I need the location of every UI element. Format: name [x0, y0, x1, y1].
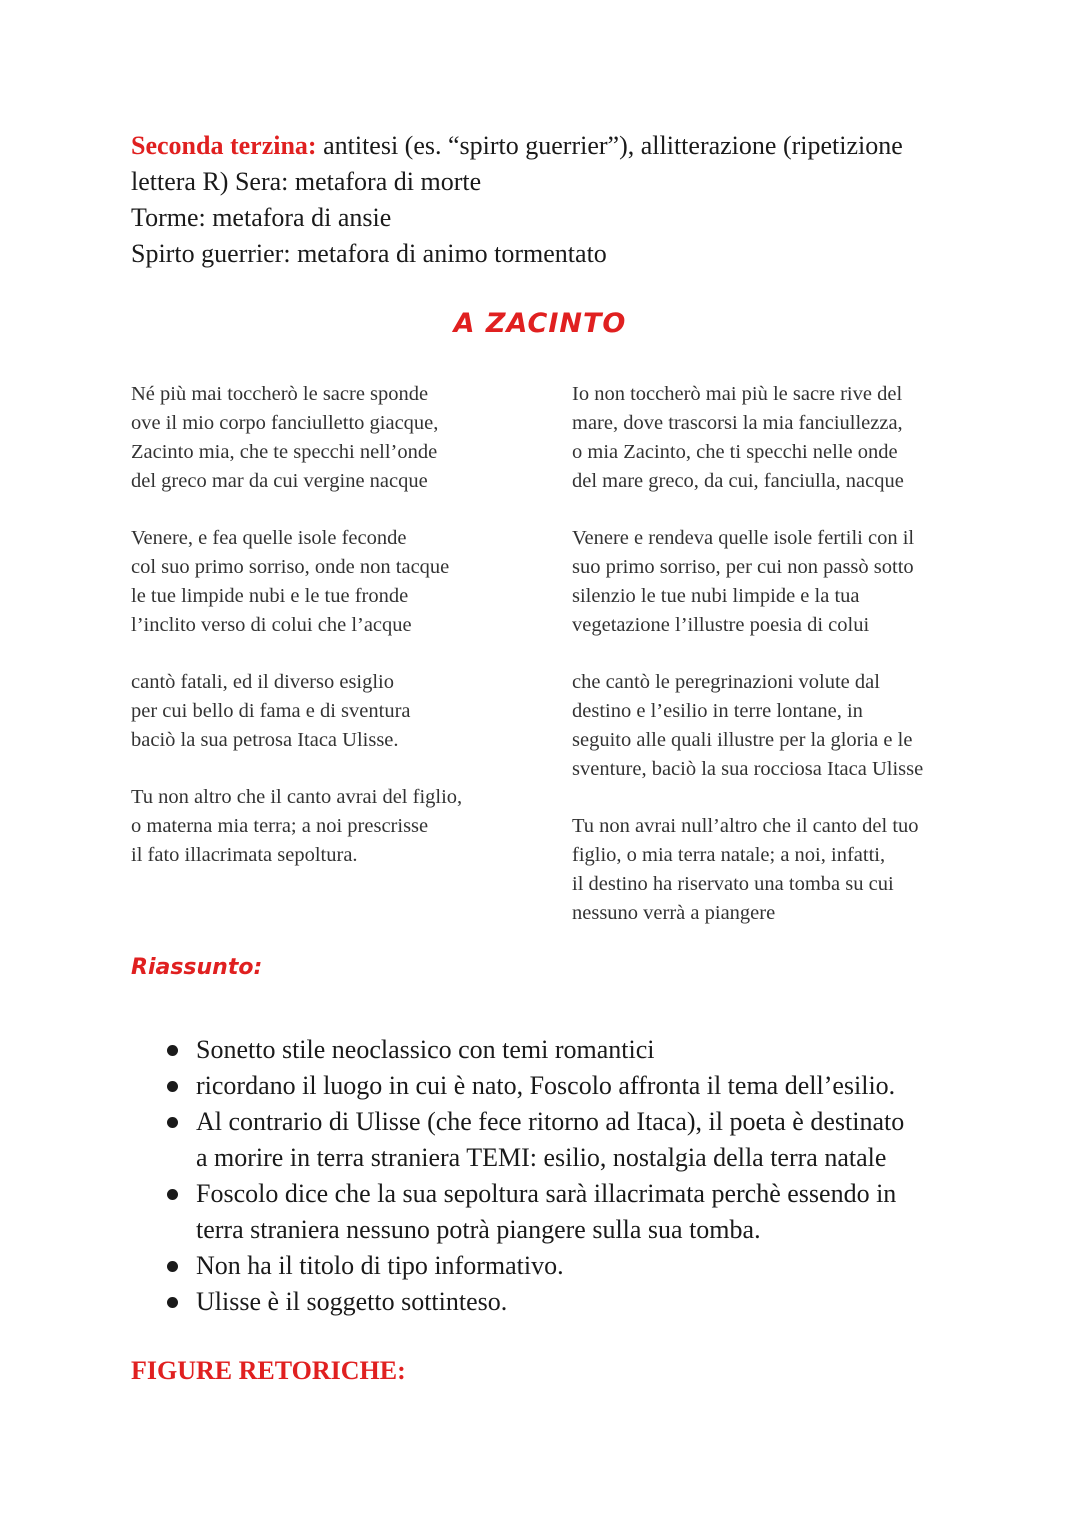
bullet-icon	[167, 1045, 178, 1056]
verse-line: l’inclito verso di colui che l’acque	[131, 614, 412, 636]
poem-paraphrase-column	[572, 380, 972, 956]
verse-line: ove il mio corpo fanciulletto giacque,	[131, 412, 439, 434]
verse-line: del mare greco, da cui, fanciulla, nacque	[572, 470, 904, 492]
poem-original-column	[131, 380, 531, 898]
verse-line: cantò fatali, ed il diverso esiglio	[131, 671, 395, 693]
verse-line: che cantò le peregrinazioni volute dal	[572, 671, 880, 693]
bullet-icon	[167, 1261, 178, 1272]
summary-item	[161, 1032, 951, 1068]
intro-text: antitesi (es. “spirto guerrier”), allitterazione (ripetizione	[316, 131, 903, 160]
verse-line: del greco mar da cui vergine nacque	[131, 470, 428, 492]
figures-heading: FIGURE RETORICHE:	[131, 1356, 406, 1385]
summary-item-text: Al contrario di Ulisse (che fece ritorno ad Itaca), il poeta è destinato	[196, 1107, 905, 1136]
summary-item-text: Sonetto stile neoclassico con temi romantici	[196, 1035, 655, 1064]
stanza	[572, 812, 972, 928]
summary-item-text: terra straniera nessuno potrà piangere sulla sua tomba.	[196, 1215, 761, 1244]
verse-line: destino e l’esilio in terre lontane, in	[572, 700, 863, 722]
summary-item-text: Foscolo dice che la sua sepoltura sarà illacrimata perchè essendo in	[196, 1179, 897, 1208]
summary-item-text: a morire in terra straniera TEMI: esilio, nostalgia della terra natale	[196, 1143, 887, 1172]
verse-line: Venere e rendeva quelle isole fertili con il	[572, 527, 915, 549]
bullet-icon	[167, 1297, 178, 1308]
intro-line	[131, 128, 961, 164]
summary-heading: Riassunto:	[131, 955, 263, 980]
verse-line: sventure, baciò la sua rocciosa Itaca Ulisse	[572, 758, 924, 780]
poem-title: A ZACINTO	[453, 308, 627, 339]
stanza	[572, 524, 972, 640]
verse-line: Venere, e fea quelle isole feconde	[131, 527, 407, 549]
verse-line: per cui bello di fama e di sventura	[131, 700, 411, 722]
intro-notes	[131, 128, 961, 272]
verse-line: o materna mia terra; a noi prescrisse	[131, 815, 429, 837]
intro-line: Spirto guerrier: metafora di animo tormentato	[131, 239, 607, 268]
verse-line: il fato illacrimata sepoltura.	[131, 844, 358, 866]
summary-item	[161, 1284, 951, 1320]
stanza	[131, 783, 531, 870]
summary-item-text: Ulisse è il soggetto sottinteso.	[196, 1287, 508, 1316]
stanza	[131, 524, 531, 640]
verse-line: mare, dove trascorsi la mia fanciullezza,	[572, 412, 903, 434]
verse-line: Né più mai toccherò le sacre sponde	[131, 383, 429, 405]
summary-item	[161, 1176, 951, 1248]
verse-line: nessuno verrà a piangere	[572, 902, 776, 924]
bullet-icon	[167, 1189, 178, 1200]
summary-item	[161, 1104, 951, 1176]
verse-line: o mia Zacinto, che ti specchi nelle onde	[572, 441, 898, 463]
verse-line: figlio, o mia terra natale; a noi, infatti,	[572, 844, 886, 866]
intro-label: Seconda terzina:	[131, 131, 317, 160]
stanza	[131, 668, 531, 755]
stanza	[131, 380, 531, 496]
stanza	[572, 380, 972, 496]
verse-line: col suo primo sorriso, onde non tacque	[131, 556, 450, 578]
verse-line: il destino ha riservato una tomba su cui	[572, 873, 894, 895]
summary-list	[161, 1032, 951, 1320]
bullet-icon	[167, 1081, 178, 1092]
intro-line: Torme: metafora di ansie	[131, 203, 392, 232]
bullet-icon	[167, 1117, 178, 1128]
verse-line: seguito alle quali illustre per la gloria e le	[572, 729, 913, 751]
verse-line: le tue limpide nubi e le tue fronde	[131, 585, 409, 607]
verse-line: Tu non altro che il canto avrai del figlio,	[131, 786, 463, 808]
summary-item	[161, 1248, 951, 1284]
verse-line: silenzio le tue nubi limpide e la tua	[572, 585, 860, 607]
summary-item-text: Non ha il titolo di tipo informativo.	[196, 1251, 564, 1280]
verse-line: Io non toccherò mai più le sacre rive del	[572, 383, 903, 405]
intro-line: lettera R) Sera: metafora di morte	[131, 167, 482, 196]
verse-line: Zacinto mia, che te specchi nell’onde	[131, 441, 438, 463]
summary-item-text: ricordano il luogo in cui è nato, Foscolo affronta il tema dell’esilio.	[196, 1071, 896, 1100]
verse-line: vegetazione l’illustre poesia di colui	[572, 614, 870, 636]
summary-item	[161, 1068, 951, 1104]
stanza	[572, 668, 972, 784]
verse-line: baciò la sua petrosa Itaca Ulisse.	[131, 729, 399, 751]
verse-line: Tu non avrai null’altro che il canto del tuo	[572, 815, 919, 837]
verse-line: suo primo sorriso, per cui non passò sotto	[572, 556, 914, 578]
